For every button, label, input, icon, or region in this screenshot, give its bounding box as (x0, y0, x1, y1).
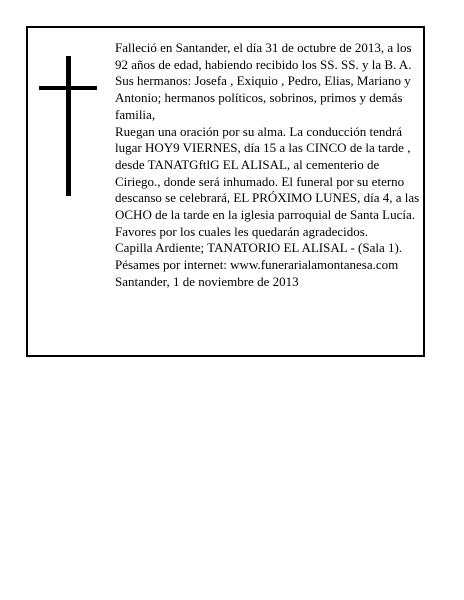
condolences-website: Pésames por internet: www.funerarialamontanesa.com (115, 257, 399, 273)
family-members: Sus hermanos: Josefa , Exiquio , Pedro, Elias, Mariano y Antonio; hermanos políticos, sobrinos, primos y demás familia, (115, 73, 411, 122)
obituary-notice (26, 26, 425, 357)
obituary-text (115, 40, 420, 291)
cross-vertical-bar (66, 56, 71, 196)
place-and-date: Santander, 1 de noviembre de 2013 (115, 273, 299, 289)
funeral-details: Ruegan una oración por su alma. La conducción tendrá lugar HOY9 VIERNES, día 15 a las CINCO de la tarde , desde TANATGftlG EL ALISAL, al cementerio de Ciriego., donde será inhumado. El funeral por su eterno descanso se celebrará, EL PRÓXIMO LUNES, día 4, a las OCHO de la tarde en la iglesia parroquial de Santa Lucía. Favores por los cuales les quedarán agradecidos. (115, 123, 420, 239)
cross-horizontal-bar (39, 86, 97, 90)
chapel-info: Capilla Ardiente; TANATORIO EL ALISAL - (Sala 1). (115, 240, 403, 256)
death-announcement: Falleció en Santander, el día 31 de octubre de 2013, a los 92 años de edad, habiendo recibido los SS. SS. y la B. A. (115, 40, 412, 72)
